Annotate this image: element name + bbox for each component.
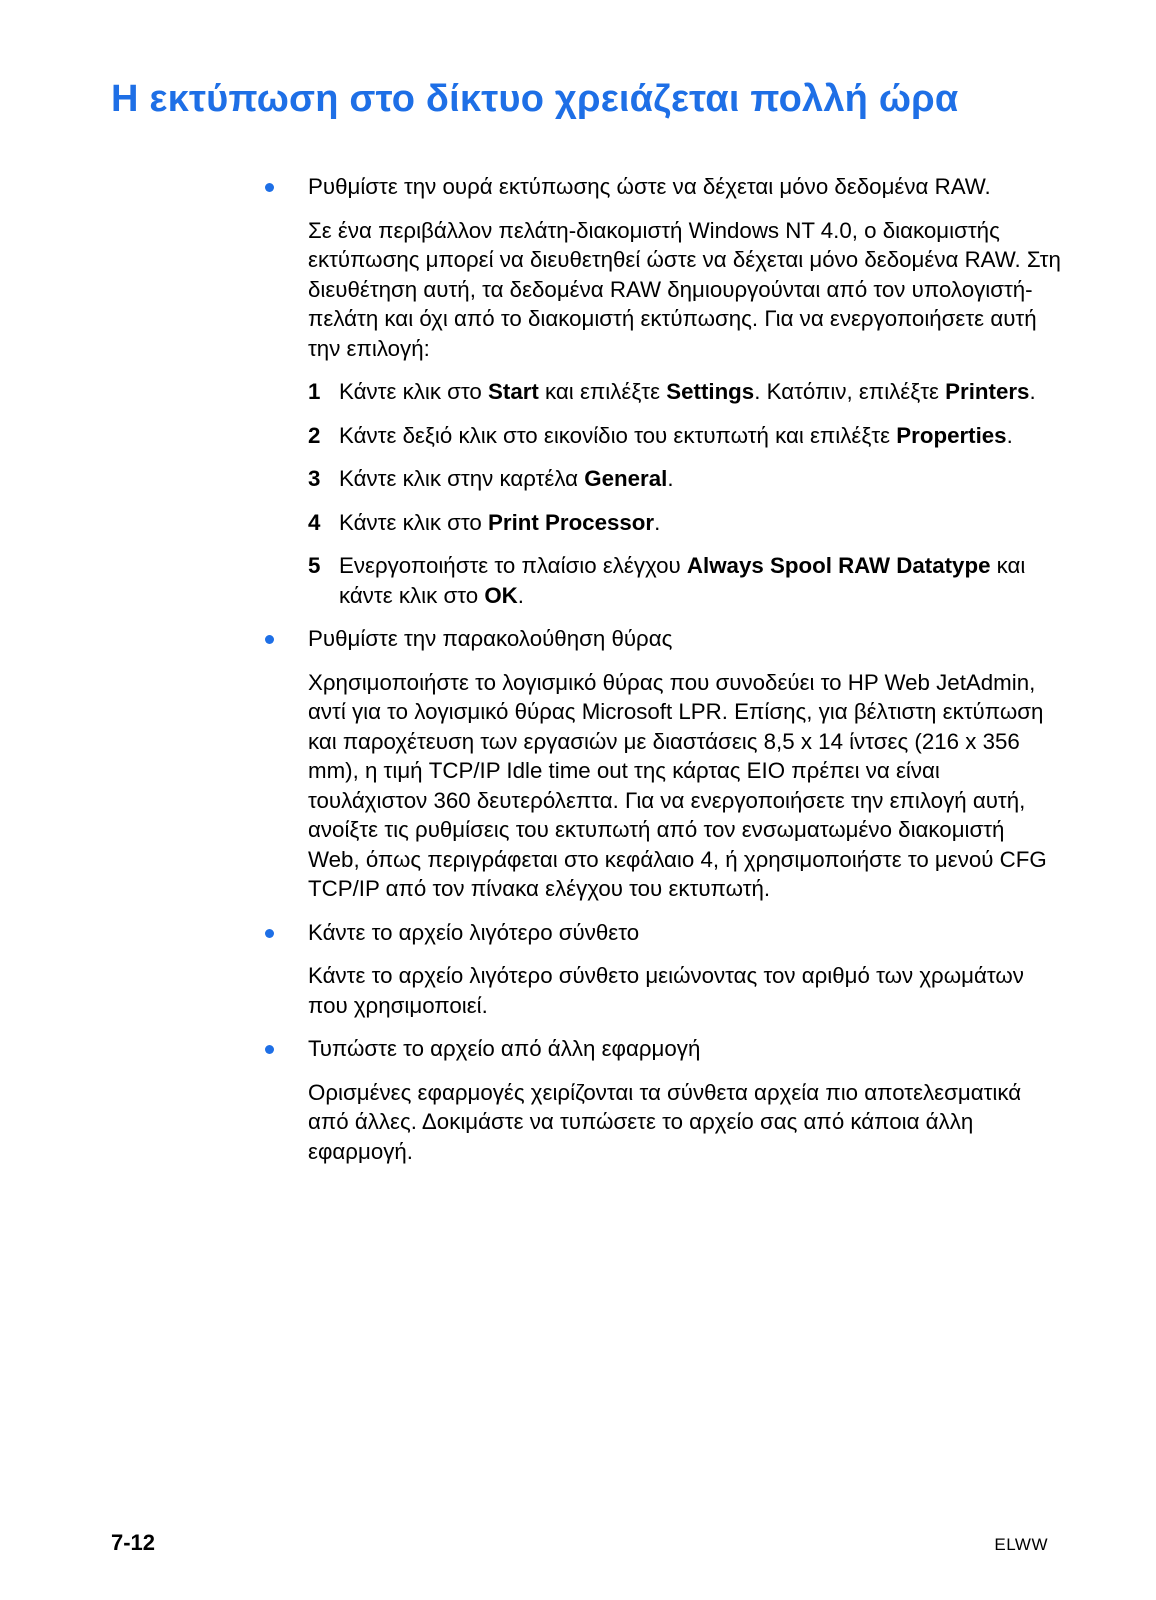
bullet-text: Κάντε το αρχείο λιγότερο σύνθετο <box>308 919 640 945</box>
step-text: Κάντε κλικ στο <box>339 379 489 404</box>
step-text: . <box>654 509 661 535</box>
page-number: 7-12 <box>111 1530 156 1555</box>
bullet-item <box>262 1034 1062 1064</box>
step-text: Κάντε κλικ στο <box>339 509 489 535</box>
ui-term: Start <box>488 379 539 404</box>
ui-term: Properties <box>896 422 1007 448</box>
ui-term: OK <box>484 582 518 608</box>
step-number: 5 <box>308 553 321 578</box>
footer-label: ELWW <box>994 1535 1048 1554</box>
step-text: . <box>1029 379 1036 404</box>
step-number: 2 <box>308 422 321 448</box>
step-item <box>308 508 1062 538</box>
step-number: 4 <box>308 509 321 535</box>
bullet-dot-icon <box>265 929 274 938</box>
bullet-item <box>262 624 1062 654</box>
bullet-text: Ρυθμίστε την παρακολούθηση θύρας <box>308 626 673 651</box>
ui-term: General <box>584 466 668 491</box>
bullet-dot-icon <box>265 1045 274 1054</box>
bullet-item <box>262 172 1062 202</box>
bullet-text: Ρυθμίστε την ουρά εκτύπωσης ώστε να δέχεται μόνο δεδομένα RAW. <box>308 174 991 199</box>
paragraph: Σε ένα περιβάλλον πελάτη-διακομιστή Windows NT 4.0, ο διακομιστής εκτύπωσης μπορεί να διευθετηθεί ώστε να δέχεται μόνο δεδομένα RAW. Στη διευθέτηση αυτή, τα δεδομένα RAW δημιουργούνται από τον υπολογιστή-πελάτη και όχι από το διακομιστή εκτύπωσης. Για να ενεργοποιήσετε αυτή την επιλογή: <box>308 217 1061 361</box>
step-item <box>308 551 1062 610</box>
step-text: . <box>1006 422 1013 448</box>
steps-list <box>308 377 1062 610</box>
step-text: . <box>667 466 674 491</box>
ui-term: Print Processor <box>488 509 655 535</box>
bullet-dot-icon <box>265 183 274 192</box>
paragraph: Ορισμένες εφαρμογές χειρίζονται τα σύνθετα αρχεία πιο αποτελεσματικά από άλλες. Δοκιμάστε να τυπώσετε το αρχείο σας από κάποια άλλη εφαρμογή. <box>308 1079 1022 1164</box>
page-title: Η εκτύπωση στο δίκτυο χρειάζεται πολλή ώρα <box>111 78 959 120</box>
step-text: . <box>517 582 524 608</box>
paragraph: Χρησιμοποιήστε το λογισμικό θύρας που συνοδεύει το HP Web JetAdmin, αντί για το λογισμικό θύρας Microsoft LPR. Επίσης, για βέλτιστη εκτύπωση και παροχέτευση των εργασιών με διαστάσεις 8,5 x 14 ίντσες (216 x 356 mm), η τιμή TCP/IP Idle time out της κάρτας EIO πρέπει να είναι τουλάχιστον 360 δευτερόλεπτα. Για να ενεργοποιήσετε την επιλογή αυτή, ανοίξτε τις ρυθμίσεις του εκτυπωτή από τον ενσωματωμένο διακομιστή Web, όπως περιγράφεται στο κεφάλαιο 4, ή χρησιμοποιήστε το μενού CFG TCP/IP από τον πίνακα ελέγχου του εκτυπωτή. <box>308 669 1047 901</box>
step-text: Ενεργοποιήστε το πλαίσιο ελέγχου <box>339 553 687 578</box>
step-number: 1 <box>308 379 321 404</box>
step-item <box>308 464 1062 494</box>
ui-term: Settings <box>666 379 755 404</box>
step-text: Κάντε δεξιό κλικ στο εικονίδιο του εκτυπωτή και επιλέξτε <box>339 422 897 448</box>
step-item <box>308 377 1062 407</box>
bullet-item <box>262 918 1062 948</box>
ui-term: Always Spool RAW Datatype <box>686 553 991 578</box>
step-text: Κάντε κλικ στην καρτέλα <box>339 466 585 491</box>
step-text: . Κατόπιν, επιλέξτε <box>754 379 946 404</box>
step-text: και κάντε κλικ στο <box>339 553 1026 608</box>
step-item <box>308 421 1062 451</box>
bullet-dot-icon <box>265 635 274 644</box>
step-number: 3 <box>308 466 321 491</box>
ui-term: Printers <box>945 379 1030 404</box>
bullet-text: Τυπώστε το αρχείο από άλλη εφαρμογή <box>308 1036 701 1061</box>
paragraph: Κάντε το αρχείο λιγότερο σύνθετο μειώνοντας τον αριθμό των χρωμάτων που χρησιμοποιεί. <box>308 963 1024 1018</box>
main-content <box>262 172 1062 1180</box>
step-text: και επιλέξτε <box>538 379 667 404</box>
